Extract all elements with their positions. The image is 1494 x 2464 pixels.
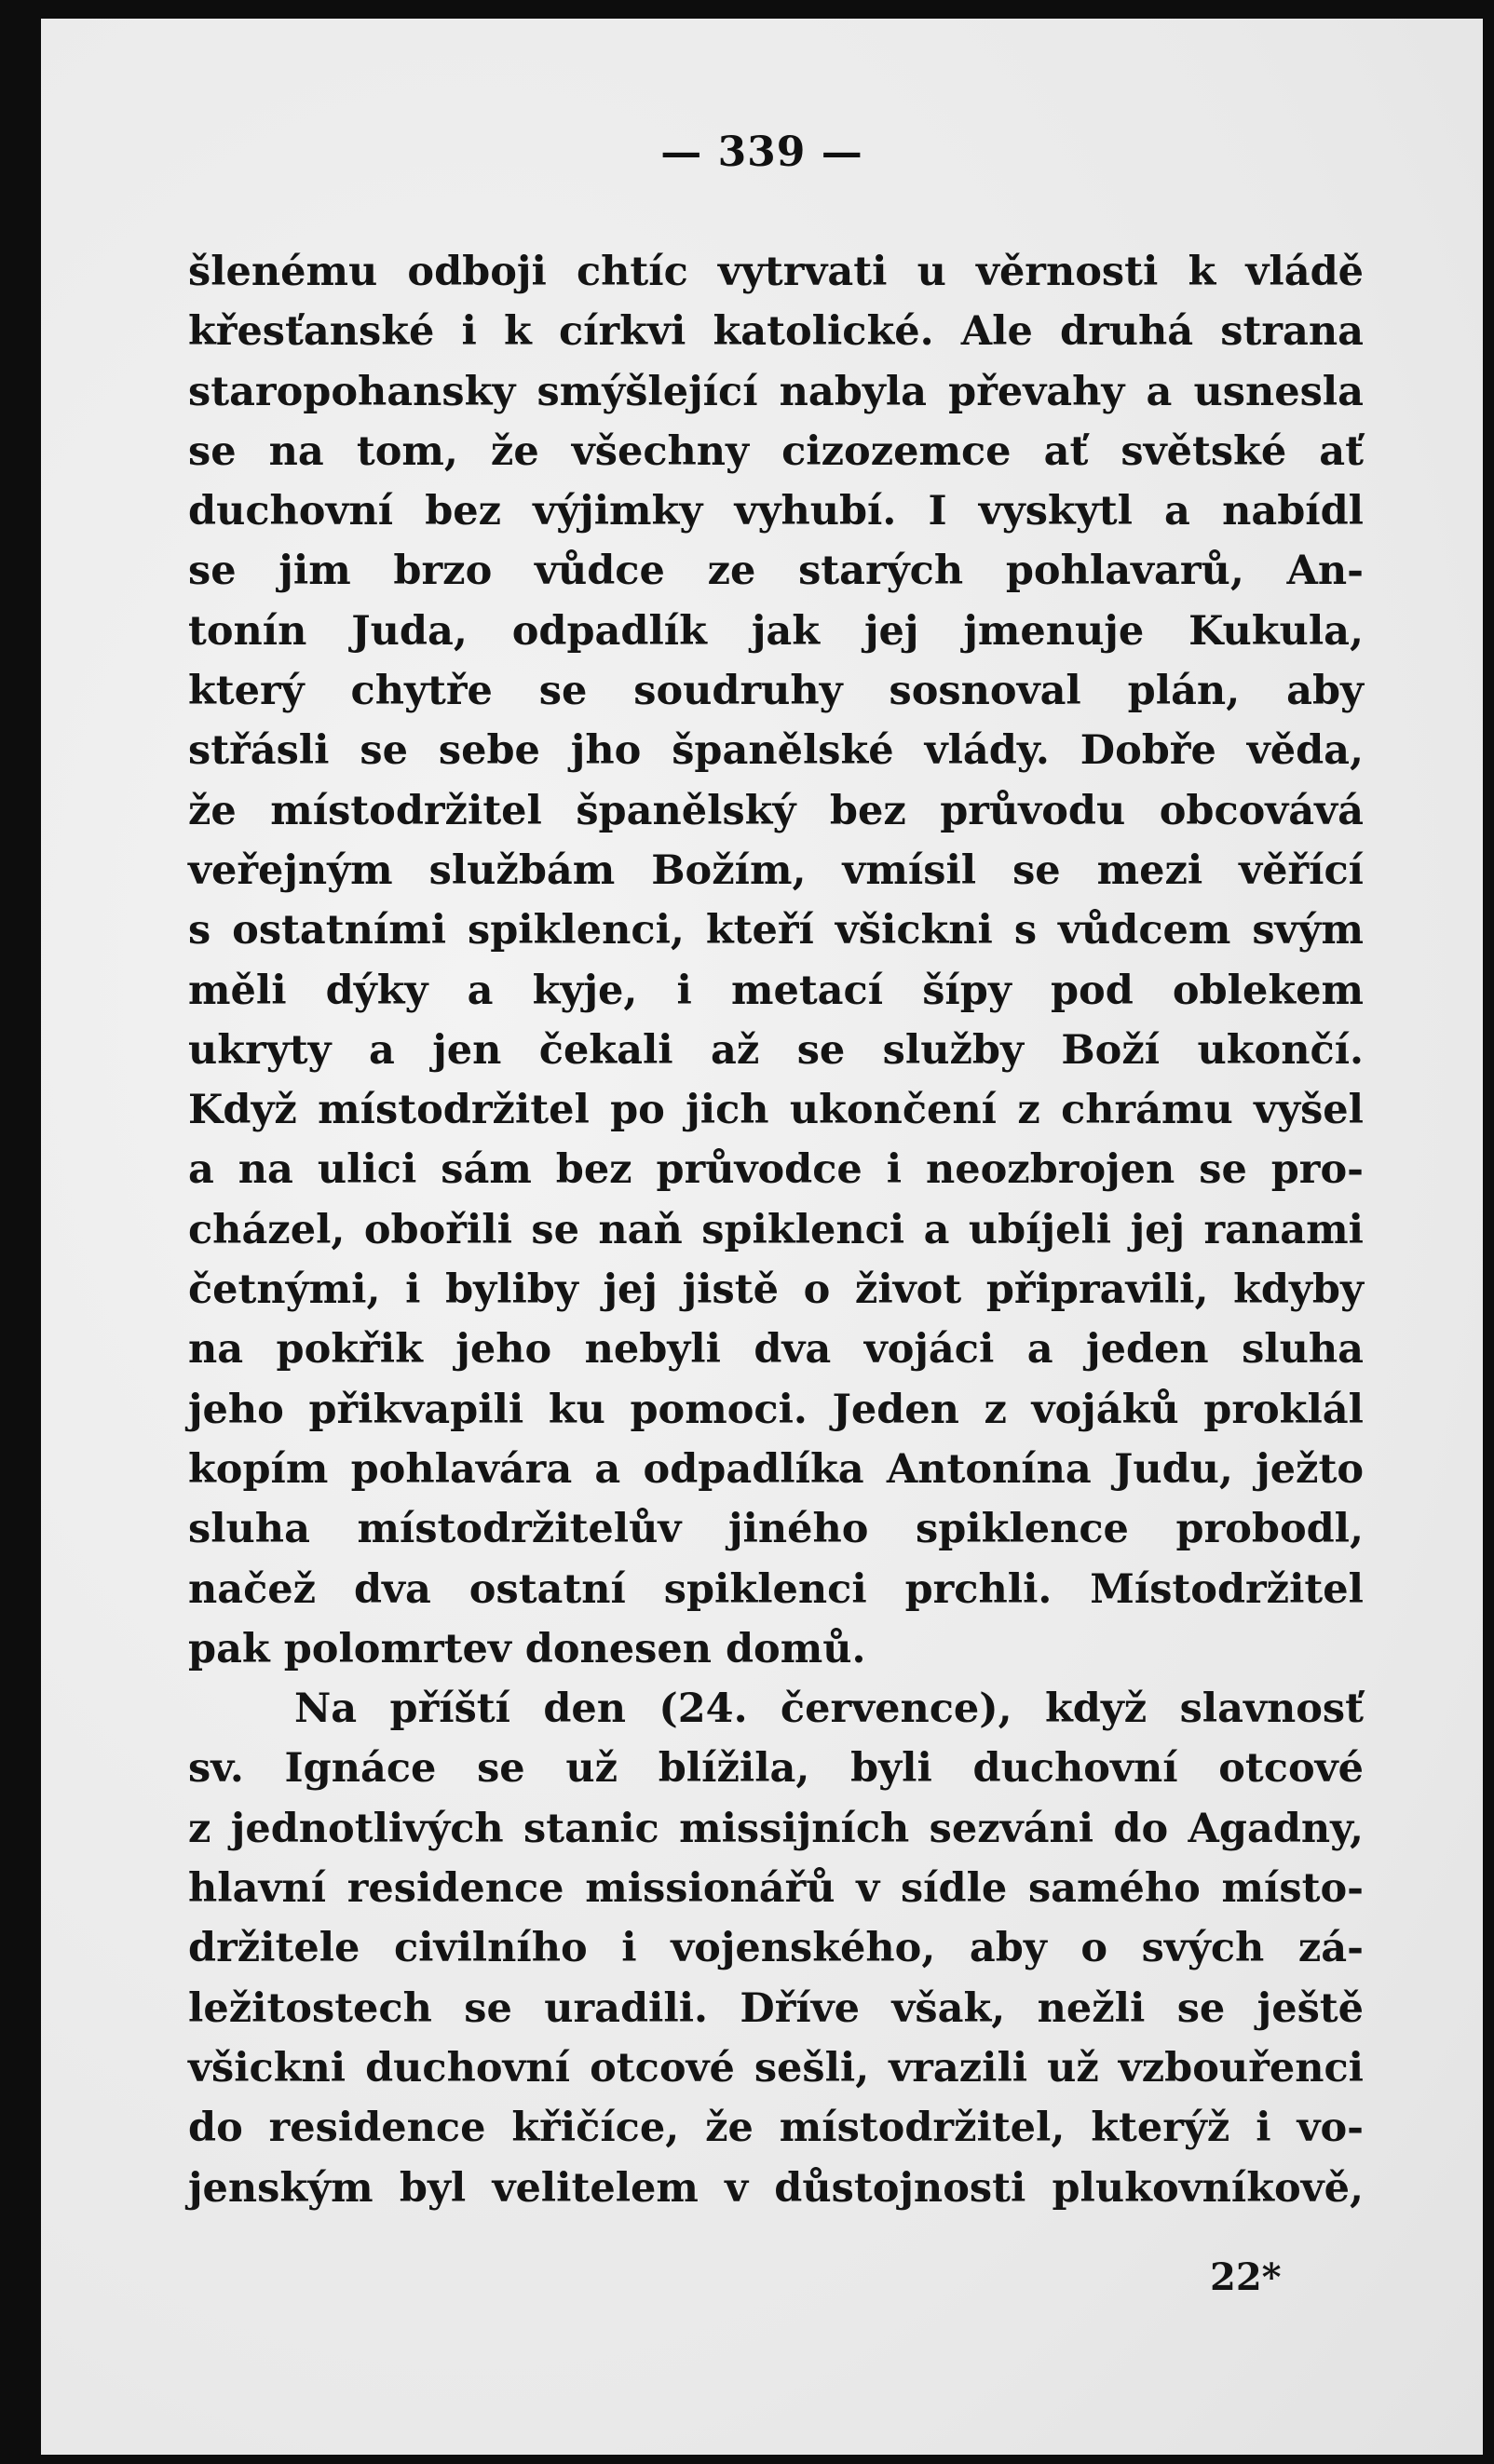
text-line: na pokřik jeho nebyli dva vojáci a jeden sluha xyxy=(188,1326,1364,1374)
text-line: cházel, obořili se naň spiklenci a ubíjeli jej ranami xyxy=(188,1206,1364,1253)
text-line: jeho přikvapili ku pomoci. Jeden z vojáků proklál xyxy=(188,1386,1364,1433)
page-number: — 339 — xyxy=(660,129,863,176)
page-body-text xyxy=(188,242,1364,2218)
text-line: střásli se sebe jho španělské vlády. Dobře věda, xyxy=(188,727,1364,775)
text-line: křesťanské i k církvi katolické. Ale druhá strana xyxy=(188,308,1364,356)
text-line: který chytře se soudruhy sosnoval plán, aby xyxy=(188,668,1364,715)
text-line: se jim brzo vůdce ze starých pohlavarů, An- xyxy=(188,548,1364,595)
signature-mark: 22* xyxy=(1210,2255,1282,2299)
text-line: hlavní residence missionářů v sídle samého místo- xyxy=(188,1865,1364,1913)
book-page xyxy=(41,19,1483,2455)
text-line: Když místodržitel po jich ukončení z chrámu vyšel xyxy=(188,1087,1364,1134)
text-line: kopím pohlavára a odpadlíka Antonína Judu, ježto xyxy=(188,1445,1364,1493)
paragraph-start-line: Na příští den (24. července), když slavnosť xyxy=(294,1686,1364,1733)
text-line: staropohansky smýšlející nabyla převahy a usnesla xyxy=(188,368,1364,415)
text-line: šlenému odboji chtíc vytrvati u věrnosti k vládě xyxy=(188,249,1364,295)
text-line: všickni duchovní otcové sešli, vrazili už vzbouřenci xyxy=(188,2044,1364,2092)
paragraph-end-line: pak polomrtev donesen domů. xyxy=(188,1625,866,1672)
text-line: že místodržitel španělský bez průvodu obcovává xyxy=(188,787,1364,834)
text-line: ukryty a jen čekali až se služby Boží ukončí. xyxy=(188,1026,1364,1074)
text-line: sv. Ignáce se už blížila, byli duchovní otcové xyxy=(188,1745,1364,1793)
text-line: četnými, i byliby jej jistě o život připravili, kdyby xyxy=(188,1266,1364,1314)
text-line: duchovní bez výjimky vyhubí. I vyskytl a nabídl xyxy=(188,488,1364,535)
text-line: do residence křičíce, že místodržitel, kterýž i vo- xyxy=(188,2105,1364,2152)
text-line: měli dýky a kyje, i metací šípy pod oblekem xyxy=(188,967,1364,1014)
text-line: jenským byl velitelem v důstojnosti plukovníkově, xyxy=(188,2164,1364,2212)
text-line: se na tom, že všechny cizozemce ať světské ať xyxy=(188,427,1364,475)
text-line: držitele civilního i vojenského, aby o svých zá- xyxy=(188,1925,1364,1972)
text-line: s ostatními spiklenci, kteří všickni s vůdcem svým xyxy=(188,907,1364,954)
text-line: sluha místodržitelův jiného spiklence probodl, xyxy=(188,1506,1364,1553)
text-line: veřejným službám Božím, vmísil se mezi věřící xyxy=(188,846,1364,894)
text-line: tonín Juda, odpadlík jak jej jmenuje Kukula, xyxy=(188,607,1364,655)
text-line: z jednotlivých stanic missijních sezváni do Agadny, xyxy=(188,1805,1364,1852)
text-line: načež dva ostatní spiklenci prchli. Místodržitel xyxy=(188,1565,1364,1613)
text-line: ležitostech se uradili. Dříve však, nežli se ještě xyxy=(188,1984,1364,2032)
text-line: a na ulici sám bez průvodce i neozbrojen se pro- xyxy=(188,1146,1364,1194)
